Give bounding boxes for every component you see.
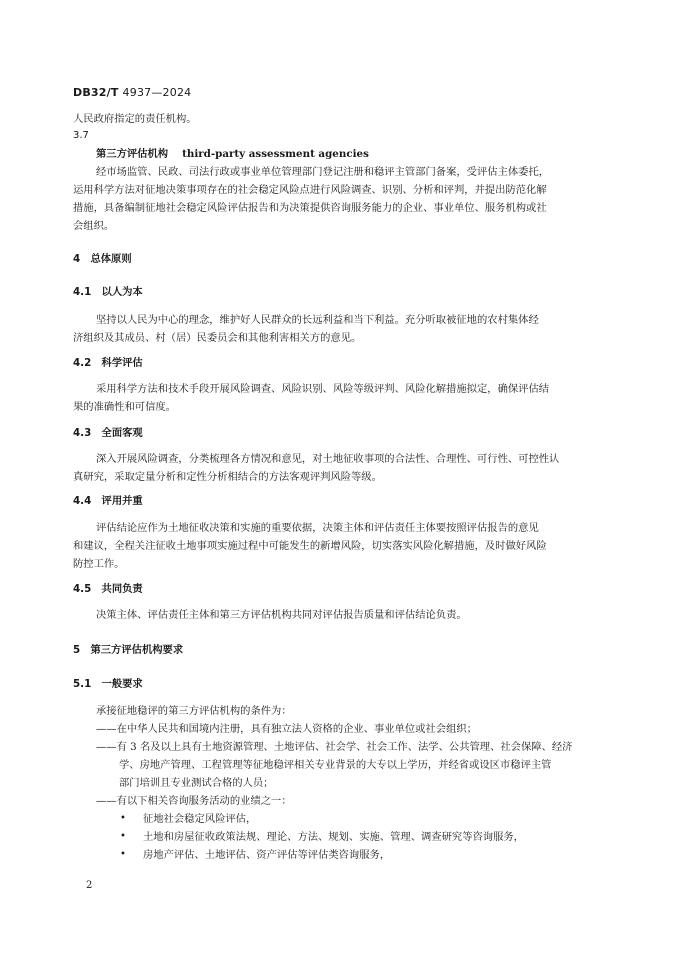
subsection-heading: 4.4 评用并重 [73, 495, 143, 507]
term-chinese: 第三方评估机构 [96, 148, 169, 160]
paragraph-line: 人民政府指定的责任机构。 [73, 113, 197, 125]
list-bullet-item: 房地产评估、土地评估、资产评估等评估类咨询服务， [143, 849, 391, 861]
clause-number: 3.7 [73, 130, 89, 141]
paragraph-line: 深入开展风险调查，分类梳理各方情况和意见，对土地征收事项的合法性、合理性、可行性、可控性认 [96, 453, 560, 465]
paragraph-line: 评估结论应作为土地征收决策和实施的重要依据，决策主体和评估责任主体要按照评估报告的意见 [96, 522, 539, 534]
paragraph-line: 真研究，采取定量分析和定性分析相结合的方法客观评判风险等级。 [73, 471, 382, 483]
paragraph-line: 措施，具备编制征地社会稳定风险评估报告和为决策提供咨询服务能力的企业、事业单位、服务机构或社 [73, 202, 547, 214]
paragraph-line: 经市场监管、民政、司法行政或事业单位管理部门登记注册和稳评主管部门备案，受评估主体委托， [96, 166, 550, 178]
paragraph-line: 运用科学方法对征地决策事项存在的社会稳定风险点进行风险调查、识别、分析和评判，并提出防范化解 [73, 184, 547, 196]
list-bullet-item: 土地和房屋征收政策法规、理论、方法、规划、实施、管理、调查研究等咨询服务， [143, 831, 524, 843]
section-heading: 4 总体原则 [73, 253, 132, 265]
paragraph-line: 采用科学方法和技术手段开展风险调查、风险识别、风险等级评判、风险化解措施拟定，确保评估结 [96, 383, 550, 395]
subsection-heading: 4.3 全面客观 [73, 427, 143, 439]
bullet-icon: • [120, 813, 126, 824]
subsection-heading: 5.1 一般要求 [73, 678, 143, 690]
subsection-heading: 4.5 共同负责 [73, 583, 143, 595]
list-dash-continuation: 部门培训且专业测试合格的人员； [119, 777, 274, 789]
standard-code: 4937—2024 [122, 86, 192, 99]
standard-prefix: DB32/T [73, 86, 119, 99]
paragraph-line: 防控工作。 [73, 558, 125, 570]
subsection-heading: 4.2 科学评估 [73, 357, 143, 369]
list-dash-item: ——有以下相关咨询服务活动的业绩之一： [96, 795, 292, 807]
paragraph-line: 决策主体、评估责任主体和第三方评估机构共同对评估报告质量和评估结论负责。 [96, 609, 467, 621]
list-dash-item: ——有 3 名及以上具有土地资源管理、土地评估、社会学、社会工作、法学、公共管理、社会保障、经济 [96, 741, 573, 753]
paragraph-line: 承接征地稳评的第三方评估机构的条件为： [96, 705, 292, 717]
bullet-icon: • [120, 849, 126, 860]
paragraph-line: 果的准确性和可信度。 [73, 401, 176, 413]
term-title [96, 145, 369, 163]
paragraph-line: 济组织及其成员、村（居）民委员会和其他利害相关方的意见。 [73, 332, 362, 344]
paragraph-line: 和建议，全程关注征收土地事项实施过程中可能发生的新增风险，切实落实风险化解措施，及时做好风险 [73, 540, 547, 552]
term-english: third-party assessment agencies [182, 148, 369, 160]
subsection-heading: 4.1 以人为本 [73, 286, 143, 298]
page-number: 2 [86, 880, 93, 891]
list-dash-item: ——在中华人民共和国境内注册，具有独立法人资格的企业、事业单位或社会组织； [96, 723, 477, 735]
paragraph-line: 坚持以人民为中心的理念，维护好人民群众的长远利益和当下利益。充分听取被征地的农村集体经 [96, 314, 539, 326]
standard-header [73, 86, 191, 99]
section-heading: 5 第三方评估机构要求 [73, 644, 184, 656]
paragraph-line: 会组织。 [73, 220, 115, 232]
list-bullet-item: 征地社会稳定风险评估， [143, 813, 257, 825]
list-dash-continuation: 学、房地产管理、工程管理等征地稳评相关专业背景的大专以上学历，并经省或设区市稳评主管 [119, 759, 552, 771]
bullet-icon: • [120, 831, 126, 842]
